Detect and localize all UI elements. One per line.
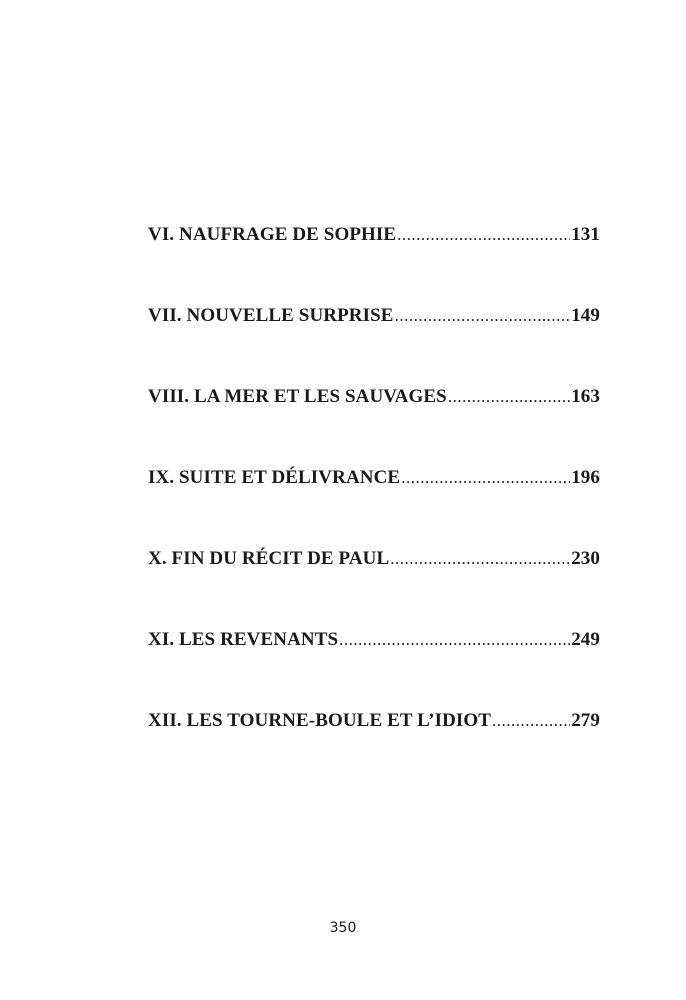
toc-dot-leader (395, 306, 571, 326)
toc-entry-title: XI. LES REVENANTS (148, 629, 339, 650)
toc-entry-page: 149 (571, 305, 600, 326)
toc-dot-leader (339, 630, 570, 650)
toc-entry-title: VI. NAUFRAGE DE SOPHIE (148, 224, 397, 245)
toc-entry-title: VII. NOUVELLE SURPRISE (148, 305, 394, 326)
toc-entry-page: 196 (571, 467, 600, 488)
toc-entry-title: IX. SUITE ET DÉLIVRANCE (148, 467, 401, 488)
toc-entry-title: X. FIN DU RÉCIT DE PAUL (148, 548, 390, 569)
toc-entry[interactable] (148, 710, 600, 740)
toc-entry[interactable] (148, 386, 600, 416)
toc-dot-leader (448, 387, 570, 407)
toc-entry-page: 131 (571, 224, 600, 245)
toc-dot-leader (390, 549, 570, 569)
toc-entry-page: 163 (571, 386, 600, 407)
toc-dot-leader (397, 225, 570, 245)
toc-entry[interactable] (148, 548, 600, 578)
page-number: 350 (329, 920, 357, 936)
toc-entry-title: XII. LES TOURNE-BOULE ET L’IDIOT (148, 710, 492, 731)
toc-entry-page: 279 (571, 710, 600, 731)
toc-entry-page: 249 (571, 629, 600, 650)
toc-entry-title: VIII. LA MER ET LES SAUVAGES (148, 386, 447, 407)
toc-entry[interactable] (148, 224, 600, 254)
toc-entry-page: 230 (571, 548, 600, 569)
toc-entry[interactable] (148, 467, 600, 497)
toc-dot-leader (492, 711, 570, 731)
toc-dot-leader (401, 468, 570, 488)
toc-entry[interactable] (148, 629, 600, 659)
table-of-contents (148, 224, 600, 791)
toc-entry[interactable] (148, 305, 600, 335)
